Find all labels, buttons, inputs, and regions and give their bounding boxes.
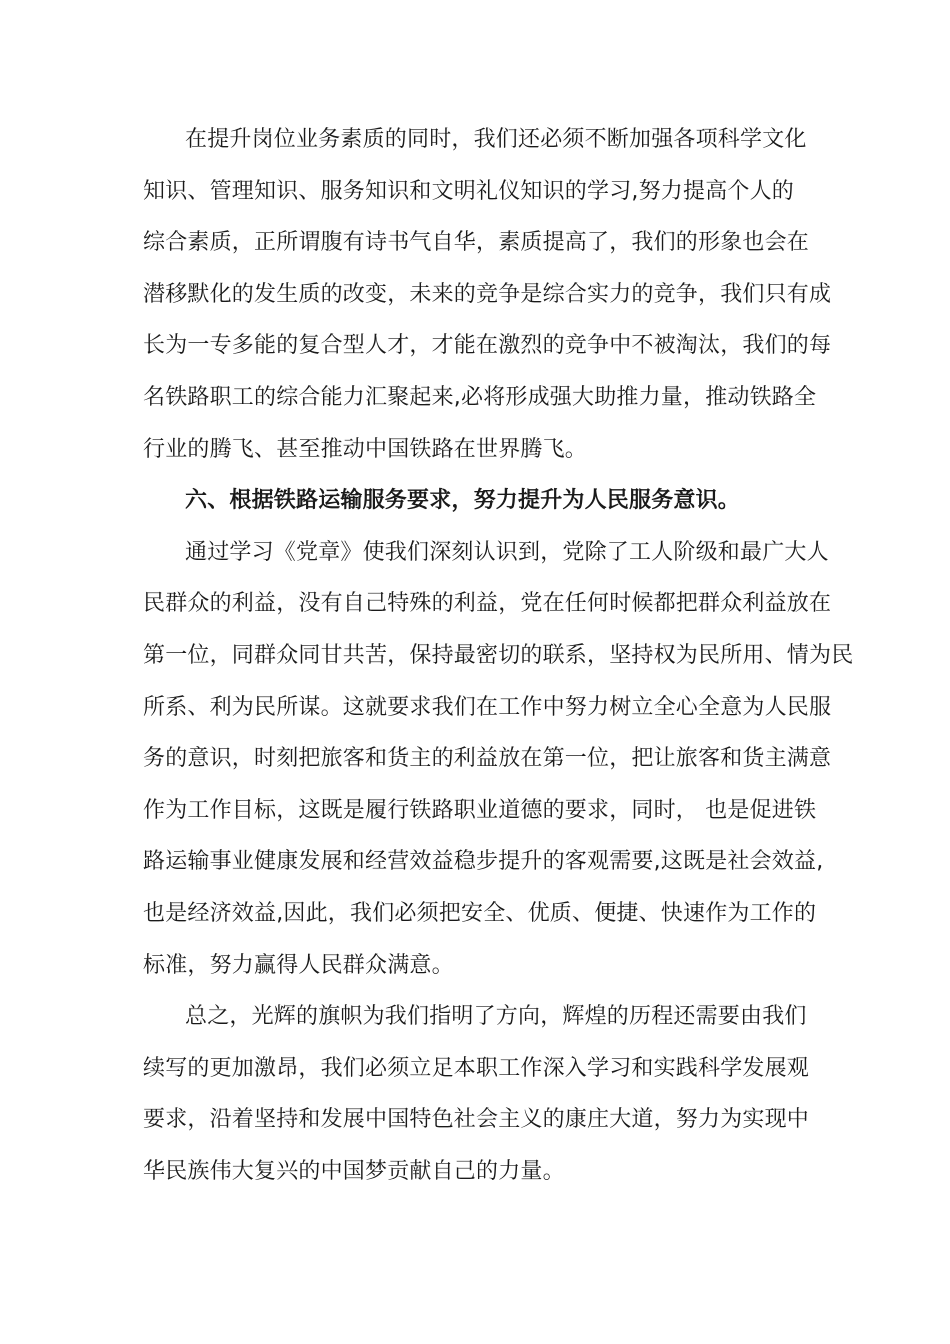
- text-line: 续写的更加激昂，我们必须立足本职工作深入学习和实践科学发展观: [143, 1055, 810, 1081]
- text-line: 长为一专多能的复合型人才，才能在激烈的竞争中不被淘汰，我们的每: [143, 333, 832, 359]
- text-line: 华民族伟大复兴的中国梦贡献自己的力量。: [143, 1158, 565, 1184]
- text-line: 务的意识，时刻把旅客和货主的利益放在第一位，把让旅客和货主满意: [143, 746, 832, 772]
- text-line: 综合素质，正所谓腹有诗书气自华，素质提高了，我们的形象也会在: [143, 230, 810, 256]
- text-line: 作为工作目标，这既是履行铁路职业道德的要求，同时， 也是促进铁: [143, 797, 817, 823]
- text-line: 要求，沿着坚持和发展中国特色社会主义的康庄大道，努力为实现中: [143, 1107, 810, 1133]
- text-line: 也是经济效益,因此，我们必须把安全、优质、便捷、快速作为工作的: [143, 900, 817, 926]
- text-line: 总之，光辉的旗帜为我们指明了方向，辉煌的历程还需要由我们: [185, 1004, 807, 1030]
- section-heading: [143, 475, 823, 527]
- paragraph-3: [143, 527, 854, 991]
- text-line: 知识、管理知识、服务知识和文明礼仪知识的学习,努力提高个人的: [143, 178, 794, 204]
- text-line: 名铁路职工的综合能力汇聚起来,必将形成强大助推力量，推动铁路全: [143, 384, 817, 410]
- paragraph-4: [143, 991, 823, 1197]
- text-line: 潜移默化的发生质的改变，未来的竞争是综合实力的竞争，我们只有成: [143, 281, 832, 307]
- text-line: 在提升岗位业务素质的同时，我们还必须不断加强各项科学文化: [185, 127, 807, 152]
- paragraph-1: [143, 114, 832, 475]
- text-line: 行业的腾飞、甚至推动中国铁路在世界腾飞。: [143, 436, 588, 462]
- section-heading-text: 六、根据铁路运输服务要求，努力提升为人民服务意识。: [185, 488, 741, 514]
- text-line: 第一位，同群众同甘共苦，保持最密切的联系，坚持权为民所用、情为民: [143, 642, 854, 668]
- text-line: 标准，努力赢得人民群众满意。: [143, 952, 454, 978]
- text-line: 民群众的利益，没有自己特殊的利益，党在任何时候都把群众利益放在: [143, 591, 832, 617]
- text-line: 所系、利为民所谋。这就要求我们在工作中努力树立全心全意为人民服: [143, 694, 832, 720]
- text-line: 通过学习《党章》使我们深刻认识到，党除了工人阶级和最广大人: [185, 539, 829, 565]
- text-line: 路运输事业健康发展和经营效益稳步提升的客观需要,这既是社会效益,: [143, 849, 824, 875]
- document-body: [143, 114, 854, 1197]
